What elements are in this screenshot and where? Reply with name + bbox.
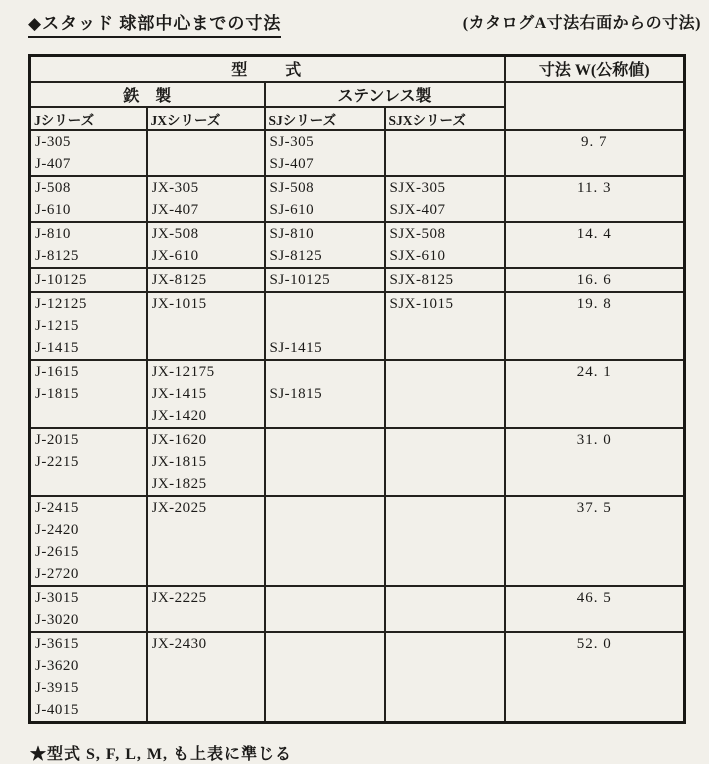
model-number: JX-2025 bbox=[151, 500, 207, 516]
header-row-model bbox=[30, 56, 685, 83]
model-number: JX-2225 bbox=[151, 590, 207, 606]
model-number: J-8125 bbox=[35, 248, 79, 264]
dimension-w-value: 19. 8 bbox=[505, 292, 685, 360]
model-cell-sjx bbox=[385, 496, 505, 586]
model-number: J-2420 bbox=[35, 522, 79, 538]
model-cell-j bbox=[30, 360, 147, 428]
model-number: JX-1825 bbox=[151, 476, 207, 492]
model-number: JX-8125 bbox=[151, 272, 207, 288]
model-number bbox=[390, 361, 502, 383]
model-cell-jx bbox=[147, 130, 265, 176]
model-cell-sj bbox=[265, 428, 385, 496]
model-number: J-305 bbox=[35, 134, 71, 150]
table-body bbox=[30, 130, 685, 723]
model-number: SJX-610 bbox=[389, 248, 446, 264]
model-number: SJ-407 bbox=[269, 156, 315, 172]
model-number bbox=[390, 497, 502, 519]
model-cell-sj bbox=[265, 130, 385, 176]
header-row-material bbox=[30, 82, 685, 107]
model-number: J-1215 bbox=[35, 318, 79, 334]
model-number bbox=[390, 429, 502, 451]
model-number: J-3020 bbox=[35, 612, 79, 628]
model-number: SJ-810 bbox=[269, 226, 315, 242]
table-row bbox=[30, 176, 685, 222]
footnote: ★型式 S, F, L, M, も上表に準じる bbox=[30, 746, 292, 763]
model-cell-sj bbox=[265, 360, 385, 428]
model-cell-jx bbox=[147, 176, 265, 222]
model-number: J-1815 bbox=[35, 386, 79, 402]
model-number: J-610 bbox=[35, 202, 71, 218]
model-cell-sjx bbox=[385, 632, 505, 723]
model-number: J-407 bbox=[35, 156, 71, 172]
header-model-type: 型 式 bbox=[30, 56, 505, 83]
model-number: SJX-1015 bbox=[389, 296, 454, 312]
title-row bbox=[28, 9, 701, 38]
model-number: SJX-305 bbox=[389, 180, 446, 196]
model-number bbox=[270, 361, 382, 383]
model-cell-sj bbox=[265, 586, 385, 632]
header-material-iron: 鉄 製 bbox=[30, 82, 265, 107]
model-cell-sj bbox=[265, 496, 385, 586]
model-cell-j bbox=[30, 428, 147, 496]
model-number: JX-2430 bbox=[151, 636, 207, 652]
model-number: J-2615 bbox=[35, 544, 79, 560]
model-cell-sj bbox=[265, 222, 385, 268]
dimension-w-value: 11. 3 bbox=[505, 176, 685, 222]
header-series-sj: SJシリーズ bbox=[265, 107, 385, 130]
model-number: J-1615 bbox=[35, 364, 79, 380]
model-number: J-2415 bbox=[35, 500, 79, 516]
dimension-w-value: 14. 4 bbox=[505, 222, 685, 268]
model-cell-sjx bbox=[385, 292, 505, 360]
header-series-sjx: SJXシリーズ bbox=[385, 107, 505, 130]
model-cell-sj bbox=[265, 292, 385, 360]
header-dimension-w: 寸法 W(公称値) bbox=[505, 56, 685, 83]
model-cell-sj bbox=[265, 176, 385, 222]
model-cell-sjx bbox=[385, 360, 505, 428]
model-number: JX-1420 bbox=[151, 408, 207, 424]
model-number bbox=[270, 315, 382, 337]
header-series-jx: JXシリーズ bbox=[147, 107, 265, 130]
model-number bbox=[390, 633, 502, 655]
model-number: SJ-508 bbox=[269, 180, 315, 196]
model-number: J-2720 bbox=[35, 566, 79, 582]
model-number: SJ-305 bbox=[269, 134, 315, 150]
model-number: SJ-1415 bbox=[269, 340, 323, 356]
model-cell-sj bbox=[265, 632, 385, 723]
table-row bbox=[30, 222, 685, 268]
model-number: JX-610 bbox=[151, 248, 199, 264]
table-row bbox=[30, 268, 685, 292]
dimension-w-value: 52. 0 bbox=[505, 632, 685, 723]
header-material-stainless: ステンレス製 bbox=[265, 82, 505, 107]
dimension-w-value: 24. 1 bbox=[505, 360, 685, 428]
model-number: J-3915 bbox=[35, 680, 79, 696]
model-number: SJ-10125 bbox=[269, 272, 331, 288]
model-cell-sjx bbox=[385, 222, 505, 268]
model-number bbox=[390, 131, 502, 153]
dimension-w-value: 46. 5 bbox=[505, 586, 685, 632]
model-cell-jx bbox=[147, 428, 265, 496]
model-number bbox=[270, 293, 382, 315]
model-number: SJ-610 bbox=[269, 202, 315, 218]
model-number: J-2215 bbox=[35, 454, 79, 470]
model-number: J-3015 bbox=[35, 590, 79, 606]
model-number: JX-1620 bbox=[151, 432, 207, 448]
model-number: SJX-8125 bbox=[389, 272, 454, 288]
model-cell-jx bbox=[147, 496, 265, 586]
model-cell-j bbox=[30, 222, 147, 268]
table-row bbox=[30, 292, 685, 360]
model-cell-jx bbox=[147, 292, 265, 360]
model-number: J-4015 bbox=[35, 702, 79, 718]
model-cell-j bbox=[30, 586, 147, 632]
model-number: SJ-8125 bbox=[269, 248, 323, 264]
model-cell-sjx bbox=[385, 176, 505, 222]
table-row bbox=[30, 360, 685, 428]
model-number: J-3620 bbox=[35, 658, 79, 674]
model-cell-sjx bbox=[385, 428, 505, 496]
table-header bbox=[30, 56, 685, 131]
model-cell-sj bbox=[265, 268, 385, 292]
dimension-w-value: 16. 6 bbox=[505, 268, 685, 292]
model-number: JX-1415 bbox=[151, 386, 207, 402]
dimension-w-value: 9. 7 bbox=[505, 130, 685, 176]
model-number: SJX-407 bbox=[389, 202, 446, 218]
model-cell-sjx bbox=[385, 268, 505, 292]
model-number: JX-305 bbox=[151, 180, 199, 196]
model-number: SJ-1815 bbox=[269, 386, 323, 402]
model-cell-jx bbox=[147, 268, 265, 292]
model-number: JX-508 bbox=[151, 226, 199, 242]
model-number: J-3615 bbox=[35, 636, 79, 652]
table-row bbox=[30, 632, 685, 723]
dimension-w-value: 37. 5 bbox=[505, 496, 685, 586]
dimension-w-value: 31. 0 bbox=[505, 428, 685, 496]
model-number bbox=[152, 131, 262, 153]
model-number: JX-1815 bbox=[151, 454, 207, 470]
model-cell-j bbox=[30, 130, 147, 176]
stud-dimension-table bbox=[28, 54, 686, 724]
model-number: J-12125 bbox=[35, 296, 87, 312]
model-cell-jx bbox=[147, 222, 265, 268]
model-cell-j bbox=[30, 292, 147, 360]
model-cell-j bbox=[30, 176, 147, 222]
model-number: J-1415 bbox=[35, 340, 79, 356]
model-number bbox=[270, 429, 382, 451]
model-number: J-508 bbox=[35, 180, 71, 196]
model-cell-j bbox=[30, 268, 147, 292]
model-cell-jx bbox=[147, 632, 265, 723]
model-number bbox=[270, 633, 382, 655]
model-number: JX-407 bbox=[151, 202, 199, 218]
model-number bbox=[390, 587, 502, 609]
model-cell-j bbox=[30, 496, 147, 586]
page-subtitle: (カタログA寸法右面からの寸法) bbox=[462, 15, 701, 32]
table-row bbox=[30, 428, 685, 496]
model-number bbox=[270, 497, 382, 519]
header-series-j: Jシリーズ bbox=[30, 107, 147, 130]
model-cell-jx bbox=[147, 360, 265, 428]
model-number: JX-12175 bbox=[151, 364, 215, 380]
model-number: J-10125 bbox=[35, 272, 87, 288]
model-cell-sjx bbox=[385, 130, 505, 176]
table-row bbox=[30, 496, 685, 586]
model-number: SJX-508 bbox=[389, 226, 446, 242]
model-cell-j bbox=[30, 632, 147, 723]
model-cell-sjx bbox=[385, 586, 505, 632]
header-dimension-spacer bbox=[505, 82, 685, 130]
model-number: J-810 bbox=[35, 226, 71, 242]
table-row bbox=[30, 130, 685, 176]
page-title: ◆スタッド 球部中心までの寸法 bbox=[28, 9, 281, 38]
model-number: J-2015 bbox=[35, 432, 79, 448]
model-number bbox=[270, 587, 382, 609]
table-row bbox=[30, 586, 685, 632]
model-cell-jx bbox=[147, 586, 265, 632]
model-number: JX-1015 bbox=[151, 296, 207, 312]
